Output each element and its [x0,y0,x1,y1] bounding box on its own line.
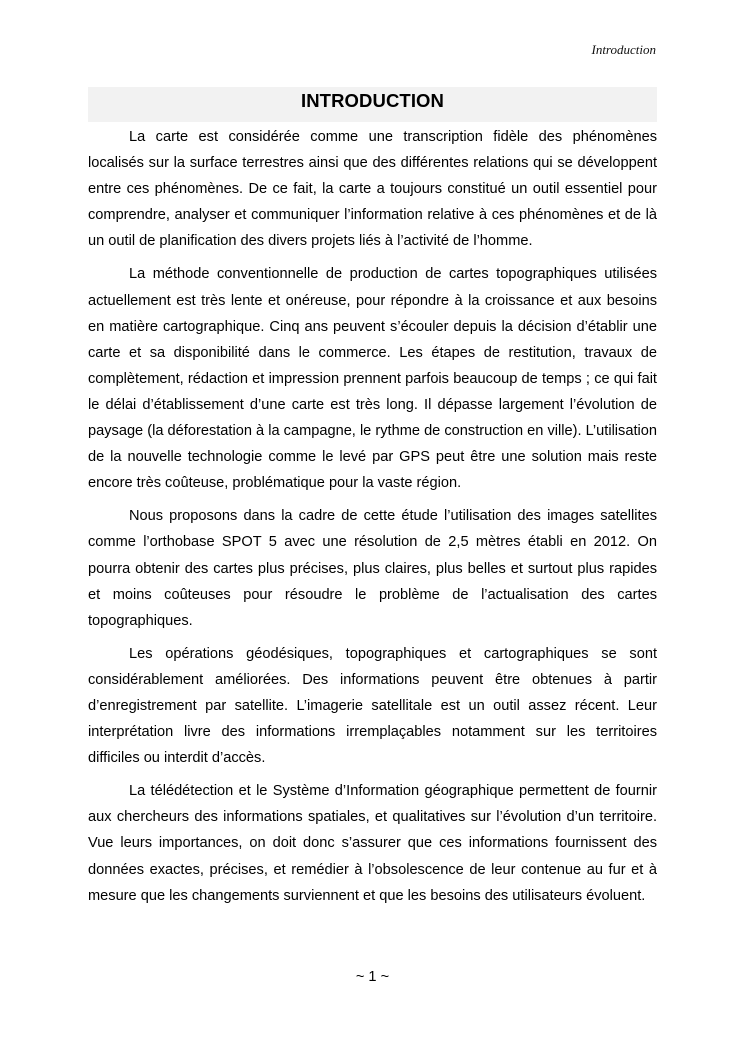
paragraph-5: La télédétection et le Système d’Information géographique permettent de fournir aux chercheurs des informations spatiales, et qualitatives sur l’évolution d’un territoire. Vue leurs importances, on doit donc s’assurer que ces informations fournissent des données exactes, précises, et remédier à l’obsolescence de leur contenue au fur et à mesure que les changements surviennent et que les besoins des utilisateurs évoluent. [88,783,657,904]
paragraph-4: Les opérations géodésiques, topographiques et cartographiques se sont considérablement améliorées. Des informations peuvent être obtenues à partir d’enregistrement par satellite. L’imagerie satellitale est un outil assez récent. Leur interprétation livre des informations irremplaçables notamment sur les territoires difficiles ou interdit d’accès. [88,645,657,767]
paragraph-3: Nous proposons dans la cadre de cette étude l’utilisation des images satellites comme l’orthobase SPOT 5 avec une résolution de 2,5 mètres établi en 2012. On pourra obtenir des cartes plus précises, plus claires, plus belles et surtout plus rapides et moins coûteuses pour résoudre le problème de l’actualisation des cartes topographiques. [88,508,657,629]
page-title: INTRODUCTION [300,90,445,111]
running-header: Introduction [591,42,656,57]
title-band [88,87,657,122]
paragraph-2: La méthode conventionnelle de production de cartes topographiques utilisées actuellement est très lente et onéreuse, pour répondre à la croissance et aux besoins en matière cartographique. Cinq ans peuvent s’écouler depuis la décision d’établir une carte et sa disponibilité dans le commerce. Les étapes de restitution, travaux de complètement, rédaction et impression prennent parfois beaucoup de temps ; ce qui fait le délai d’établissement d’une carte est très long. Il dépasse largement l’évolution de paysage (la déforestation à la campagne, le rythme de construction en ville). L’utilisation de la nouvelle technologie comme le levé par GPS peut être une solution mais reste encore très coûteuse, problématique pour la vaste région. [88,266,657,492]
paragraph-1: La carte est considérée comme une transcription fidèle des phénomènes localisés sur la surface terrestres ainsi que des différentes relations qui se développent entre ces phénomènes. De ce fait, la carte a toujours constitué un outil essentiel pour comprendre, analyser et communiquer l’information relative à ces phénomènes et de là un outil de planification des divers projets liés à l’activité de l’homme. [88,129,657,250]
body-text [88,124,657,916]
page-number: ~ 1 ~ [355,969,390,985]
